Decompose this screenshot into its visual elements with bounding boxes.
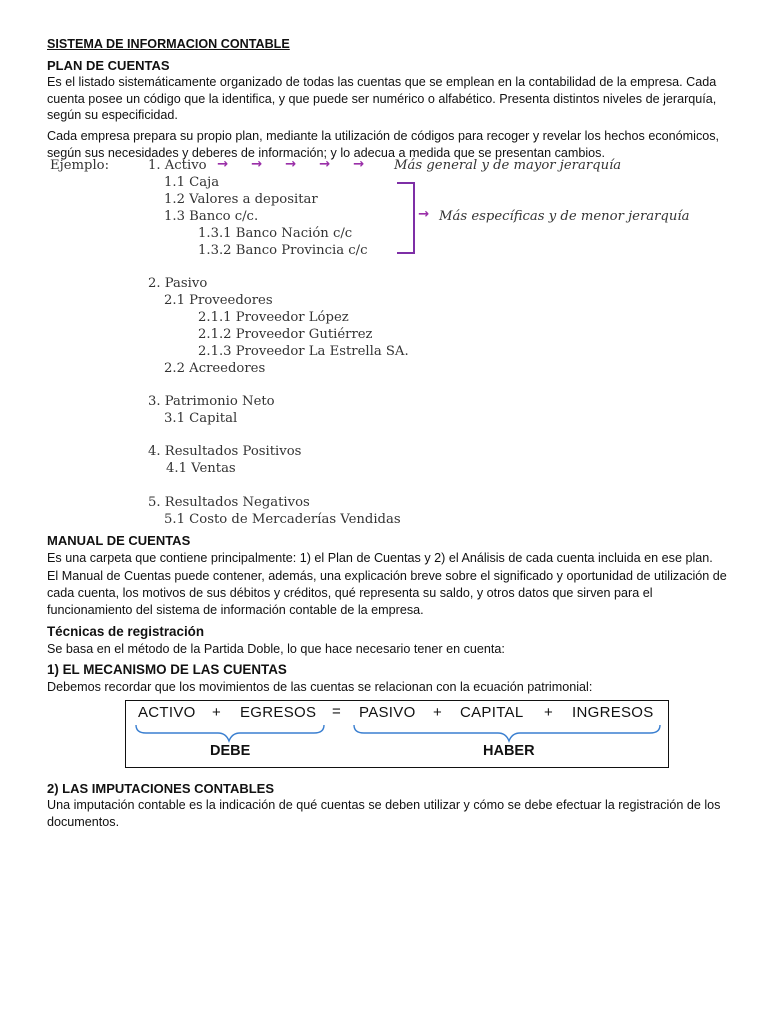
account-ventas: 4.1 Ventas	[166, 461, 236, 477]
account-proveedor-gutierrez: 2.1.2 Proveedor Gutiérrez	[198, 327, 373, 343]
document-title: SISTEMA DE INFORMACION CONTABLE	[47, 37, 290, 51]
arrow-icon: →	[285, 157, 297, 173]
plan-paragraph-1: Es el listado sistemáticamente organizado de todas las cuentas que se emplean en la contabilidad de la empresa. Cada cuenta posee un código que la identifica, y que puede ser numérico o alfabético. Presenta distintos niveles de jerarquía, según su especificidad.	[47, 75, 717, 123]
accounting-equation-box	[125, 700, 669, 768]
example-label: Ejemplo:	[50, 158, 110, 174]
account-resultados-positivos: 4. Resultados Positivos	[148, 444, 302, 460]
plan-heading: PLAN DE CUENTAS	[47, 57, 170, 73]
account-pasivo: 2. Pasivo	[148, 276, 208, 292]
tecnicas-heading: Técnicas de registración	[47, 624, 205, 640]
arrow-icon: →	[418, 207, 430, 223]
account-costo-mercaderias: 5.1 Costo de Mercaderías Vendidas	[164, 512, 401, 528]
imputaciones-paragraph: Una imputación contable es la indicación de qué cuentas se deben utilizar y cómo se debe efectuar la registración de los documentos.	[47, 798, 721, 829]
debe-brace	[136, 725, 324, 741]
eq-plus: +	[433, 703, 443, 721]
account-acreedores: 2.2 Acreedores	[164, 361, 266, 377]
arrow-icon: →	[319, 157, 331, 173]
equation-braces	[126, 701, 668, 767]
eq-equals: =	[332, 702, 342, 720]
account-capital: 3.1 Capital	[164, 411, 238, 427]
eq-egresos: EGRESOS	[240, 703, 317, 721]
mecanismo-paragraph: Debemos recordar que los movimientos de las cuentas se relacionan con la ecuación patrimonial:	[47, 679, 593, 694]
manual-paragraph-2: El Manual de Cuentas puede contener, además, una explicación breve sobre el significado y oportunidad de utilización de cada cuenta, los motivos de sus débitos y créditos, qué representa su saldo, y otros datos que sirven para el funcionamiento del sistema de información contable de la empresa.	[47, 569, 727, 617]
eq-pasivo: PASIVO	[359, 703, 416, 721]
mecanismo-heading: 1) EL MECANISMO DE LAS CUENTAS	[47, 662, 287, 678]
tecnicas-paragraph: Se basa en el método de la Partida Doble, lo que hace necesario tener en cuenta:	[47, 641, 505, 656]
specific-note: Más específicas y de menor jerarquía	[439, 209, 690, 225]
eq-capital: CAPITAL	[460, 703, 524, 721]
account-activo: 1. Activo	[148, 158, 207, 174]
arrow-icon: →	[251, 157, 263, 173]
haber-brace	[354, 725, 660, 741]
arrow-icon: →	[217, 157, 229, 173]
arrow-icon: →	[353, 157, 365, 173]
manual-paragraph-1: Es una carpeta que contiene principalmente: 1) el Plan de Cuentas y 2) el Análisis de cada cuenta incluida en ese plan.	[47, 550, 713, 565]
eq-plus: +	[544, 703, 554, 721]
account-patrimonio-neto: 3. Patrimonio Neto	[148, 394, 275, 410]
eq-plus: +	[212, 703, 222, 721]
chart-of-accounts-example	[47, 157, 737, 533]
plan-paragraph-2: Cada empresa prepara su propio plan, mediante la utilización de códigos para recoger y revelar los hechos económicos, según sus necesidades y deberes de información; y lo adecua a medida que se presentan cambios.	[47, 128, 720, 160]
eq-activo: ACTIVO	[138, 703, 196, 721]
document	[47, 36, 737, 834]
hierarchy-bracket	[397, 182, 415, 254]
account-banco-provincia: 1.3.2 Banco Provincia c/c	[198, 243, 368, 259]
account-banco: 1.3 Banco c/c.	[164, 209, 259, 225]
account-proveedor-estrella: 2.1.3 Proveedor La Estrella SA.	[198, 344, 409, 360]
account-proveedor-lopez: 2.1.1 Proveedor López	[198, 310, 349, 326]
eq-ingresos: INGRESOS	[572, 703, 654, 721]
general-note: Más general y de mayor jerarquía	[394, 158, 622, 174]
imputaciones-heading: 2) LAS IMPUTACIONES CONTABLES	[47, 780, 275, 796]
account-proveedores: 2.1 Proveedores	[164, 293, 273, 309]
account-valores: 1.2 Valores a depositar	[164, 192, 318, 208]
eq-debe-label: DEBE	[210, 742, 251, 759]
manual-heading: MANUAL DE CUENTAS	[47, 533, 191, 549]
account-resultados-negativos: 5. Resultados Negativos	[148, 495, 310, 511]
account-banco-nacion: 1.3.1 Banco Nación c/c	[198, 226, 353, 242]
eq-haber-label: HABER	[483, 742, 535, 759]
account-caja: 1.1 Caja	[164, 175, 220, 191]
